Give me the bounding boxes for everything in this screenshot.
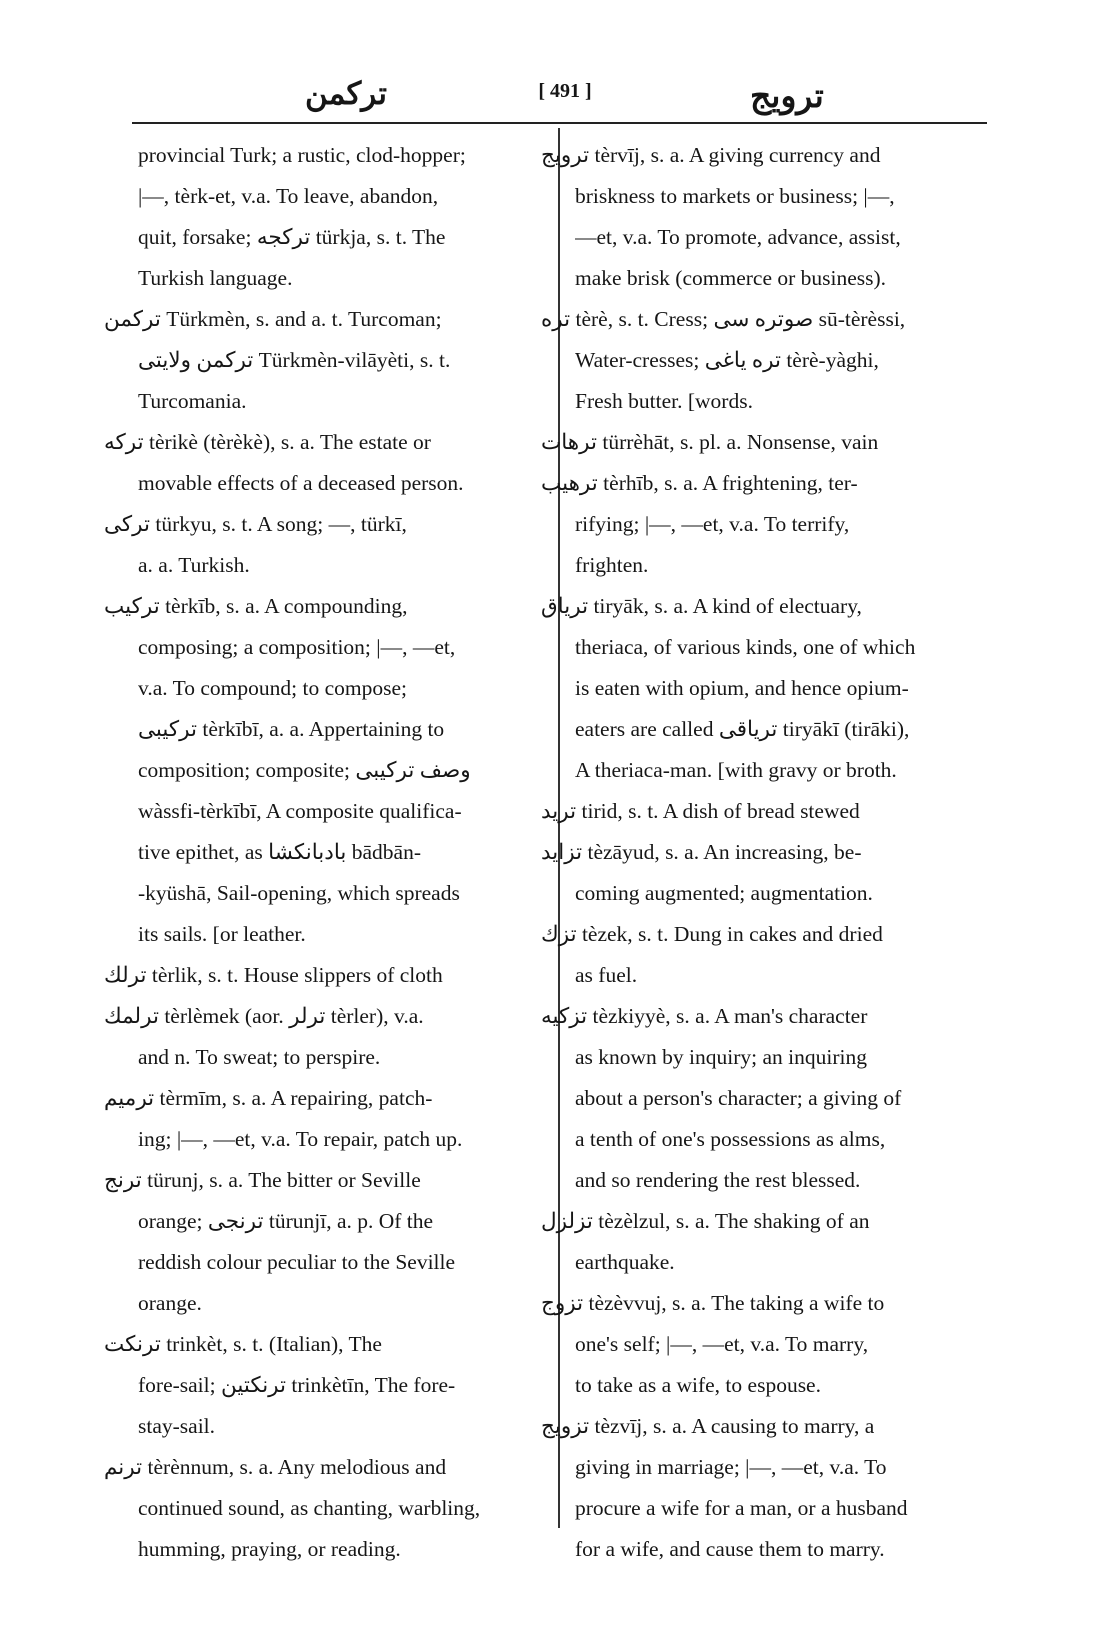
entry-line: giving in marriage; |—, —et, v.a. To xyxy=(575,1455,887,1479)
dictionary-entry xyxy=(541,996,985,1201)
dictionary-entry xyxy=(541,832,985,914)
entry-line: تزاید tèzāyud, s. a. An increasing, be- xyxy=(541,840,862,864)
entry-line: ترنکت trinkèt, s. t. (Italian), The xyxy=(104,1332,382,1356)
entry-line: تزویج tèzvīj, s. a. A causing to marry, a xyxy=(541,1414,875,1438)
dictionary-entry xyxy=(138,135,538,299)
dictionary-entry xyxy=(104,955,538,996)
entry-line: ترید tirid, s. t. A dish of bread stewed xyxy=(541,799,860,823)
entry-line: ترکمن Türkmèn, s. and a. t. Turcoman; xyxy=(104,307,442,331)
entry-line: reddish colour peculiar to the Seville xyxy=(138,1250,456,1274)
page-number: [ 491 ] xyxy=(538,80,592,102)
entry-line: ترهات türrèhāt, s. pl. a. Nonsense, vain xyxy=(541,430,879,454)
entry-line: its sails. [or leather. xyxy=(138,922,306,946)
entry-line: تره tèrè, s. t. Cress; صوتره سی sū-tèrèssi, xyxy=(541,307,906,331)
entry-line: briskness to markets or business; |—, xyxy=(575,184,895,208)
dictionary-entry xyxy=(541,1406,985,1570)
entry-line: ترهیب tèrhīb, s. a. A frightening, ter- xyxy=(541,471,858,495)
dictionary-entry xyxy=(104,996,538,1078)
entry-line: theriaca, of various kinds, one of which xyxy=(575,635,916,659)
entry-line: eaters are called تریاقی tiryākī (tirāki), xyxy=(575,717,910,741)
entry-line: ترلمك tèrlèmek (aor. ترلر tèrler), v.a. xyxy=(104,1004,424,1028)
entry-line: Turkish language. xyxy=(138,266,293,290)
dictionary-entry xyxy=(104,1447,538,1570)
dictionary-entry xyxy=(541,914,985,996)
dictionary-entry xyxy=(541,463,985,586)
entry-line: as known by inquiry; an inquiring xyxy=(575,1045,868,1069)
entry-line: for a wife, and cause them to marry. xyxy=(575,1537,885,1561)
entry-line: ing; |—, —et, v.a. To repair, patch up. xyxy=(138,1127,463,1151)
entry-line: Water-cresses; تره یاغی tèrè-yàghi, xyxy=(575,348,879,372)
dictionary-entry xyxy=(541,299,985,422)
entry-line: ترویج tèrvīj, s. a. A giving currency and xyxy=(541,143,881,167)
left-column xyxy=(104,135,538,1570)
entry-line: composition; composite; وصف ترکیبی xyxy=(138,758,471,782)
entry-line: ترلك tèrlik, s. t. House slippers of cloth xyxy=(104,963,443,987)
entry-line: rifying; |—, —et, v.a. To terrify, xyxy=(575,512,850,536)
dictionary-entry xyxy=(541,135,985,299)
page-header xyxy=(110,70,990,130)
left-running-headword: ترکمن xyxy=(305,76,388,111)
header-rule xyxy=(132,122,987,124)
entry-line: Fresh butter. [words. xyxy=(575,389,753,413)
entry-line: tive epithet, as بادبانکشا bādbān- xyxy=(138,840,422,864)
dictionary-entry xyxy=(104,1160,538,1324)
entry-line: quit, forsake; ترکجه türkja, s. t. The xyxy=(138,225,446,249)
entry-line: تزك tèzek, s. t. Dung in cakes and dried xyxy=(541,922,883,946)
entry-line: تزوج tèzèvvuj, s. a. The taking a wife to xyxy=(541,1291,885,1315)
dictionary-entry xyxy=(104,1324,538,1447)
dictionary-entry xyxy=(541,791,985,832)
entry-line: ترکمن ولایتی Türkmèn-vilāyèti, s. t. xyxy=(138,348,451,372)
entry-line: orange. xyxy=(138,1291,202,1315)
entry-line: make brisk (commerce or business). xyxy=(575,266,887,290)
entry-line: تزکیه tèzkiyyè, s. a. A man's character xyxy=(541,1004,868,1028)
entry-line: a tenth of one's possessions as alms, xyxy=(575,1127,886,1151)
dictionary-entry xyxy=(104,504,538,586)
entry-line: Turcomania. xyxy=(138,389,247,413)
dictionary-entry xyxy=(104,586,538,955)
dictionary-entry xyxy=(541,586,985,791)
entry-line: and n. To sweat; to perspire. xyxy=(138,1045,381,1069)
dictionary-entry xyxy=(541,1201,985,1283)
entry-line: a. a. Turkish. xyxy=(138,553,250,577)
entry-line: humming, praying, or reading. xyxy=(138,1537,401,1561)
entry-line: تریاق tiryāk, s. a. A kind of electuary, xyxy=(541,594,862,618)
entry-line: procure a wife for a man, or a husband xyxy=(575,1496,908,1520)
entry-line: |—, tèrk-et, v.a. To leave, abandon, xyxy=(138,184,439,208)
dictionary-entry xyxy=(541,422,985,463)
entry-line: ترمیم tèrmīm, s. a. A repairing, patch- xyxy=(104,1086,433,1110)
entry-line: continued sound, as chanting, warbling, xyxy=(138,1496,481,1520)
dictionary-entry xyxy=(104,299,538,422)
entry-line: and so rendering the rest blessed. xyxy=(575,1168,861,1192)
dictionary-entry xyxy=(104,1078,538,1160)
entry-line: wàssfi-tèrkībī, A composite qualifica- xyxy=(138,799,462,823)
entry-line: frighten. xyxy=(575,553,649,577)
entry-line: provincial Turk; a rustic, clod-hopper; xyxy=(138,143,466,167)
entry-line: fore-sail; ترنکتین trinkètīn, The fore- xyxy=(138,1373,456,1397)
entry-line: to take as a wife, to espouse. xyxy=(575,1373,821,1397)
dictionary-entry xyxy=(541,1283,985,1406)
entry-line: earthquake. xyxy=(575,1250,675,1274)
entry-line: is eaten with opium, and hence opium- xyxy=(575,676,909,700)
entry-line: coming augmented; augmentation. xyxy=(575,881,873,905)
entry-line: ترکه tèrikè (tèrèkè), s. a. The estate or xyxy=(104,430,431,454)
dictionary-entry xyxy=(104,422,538,504)
entry-line: ترکیب tèrkīb, s. a. A compounding, xyxy=(104,594,408,618)
entry-line: ترنم tèrènnum, s. a. Any melodious and xyxy=(104,1455,447,1479)
right-column xyxy=(541,135,985,1570)
entry-line: ترکی türkyu, s. t. A song; —, türkī, xyxy=(104,512,407,536)
entry-line: ترکیبی tèrkībī, a. a. Appertaining to xyxy=(138,717,445,741)
entry-line: v.a. To compound; to compose; xyxy=(138,676,408,700)
entry-line: تزلزل tèzèlzul, s. a. The shaking of an xyxy=(541,1209,870,1233)
right-running-headword: ترویج xyxy=(750,79,824,115)
entry-line: stay-sail. xyxy=(138,1414,216,1438)
entry-line: —et, v.a. To promote, advance, assist, xyxy=(575,225,901,249)
entry-line: orange; ترنجی türunjī, a. p. Of the xyxy=(138,1209,434,1233)
entry-line: composing; a composition; |—, —et, xyxy=(138,635,456,659)
entry-line: A theriaca-man. [with gravy or broth. xyxy=(575,758,897,782)
entry-line: one's self; |—, —et, v.a. To marry, xyxy=(575,1332,869,1356)
entry-line: as fuel. xyxy=(575,963,638,987)
entry-line: movable effects of a deceased person. xyxy=(138,471,464,495)
entry-line: about a person's character; a giving of xyxy=(575,1086,902,1110)
entry-line: ترنج türunj, s. a. The bitter or Seville xyxy=(104,1168,421,1192)
entry-line: -kyüshā, Sail-opening, which spreads xyxy=(138,881,460,905)
